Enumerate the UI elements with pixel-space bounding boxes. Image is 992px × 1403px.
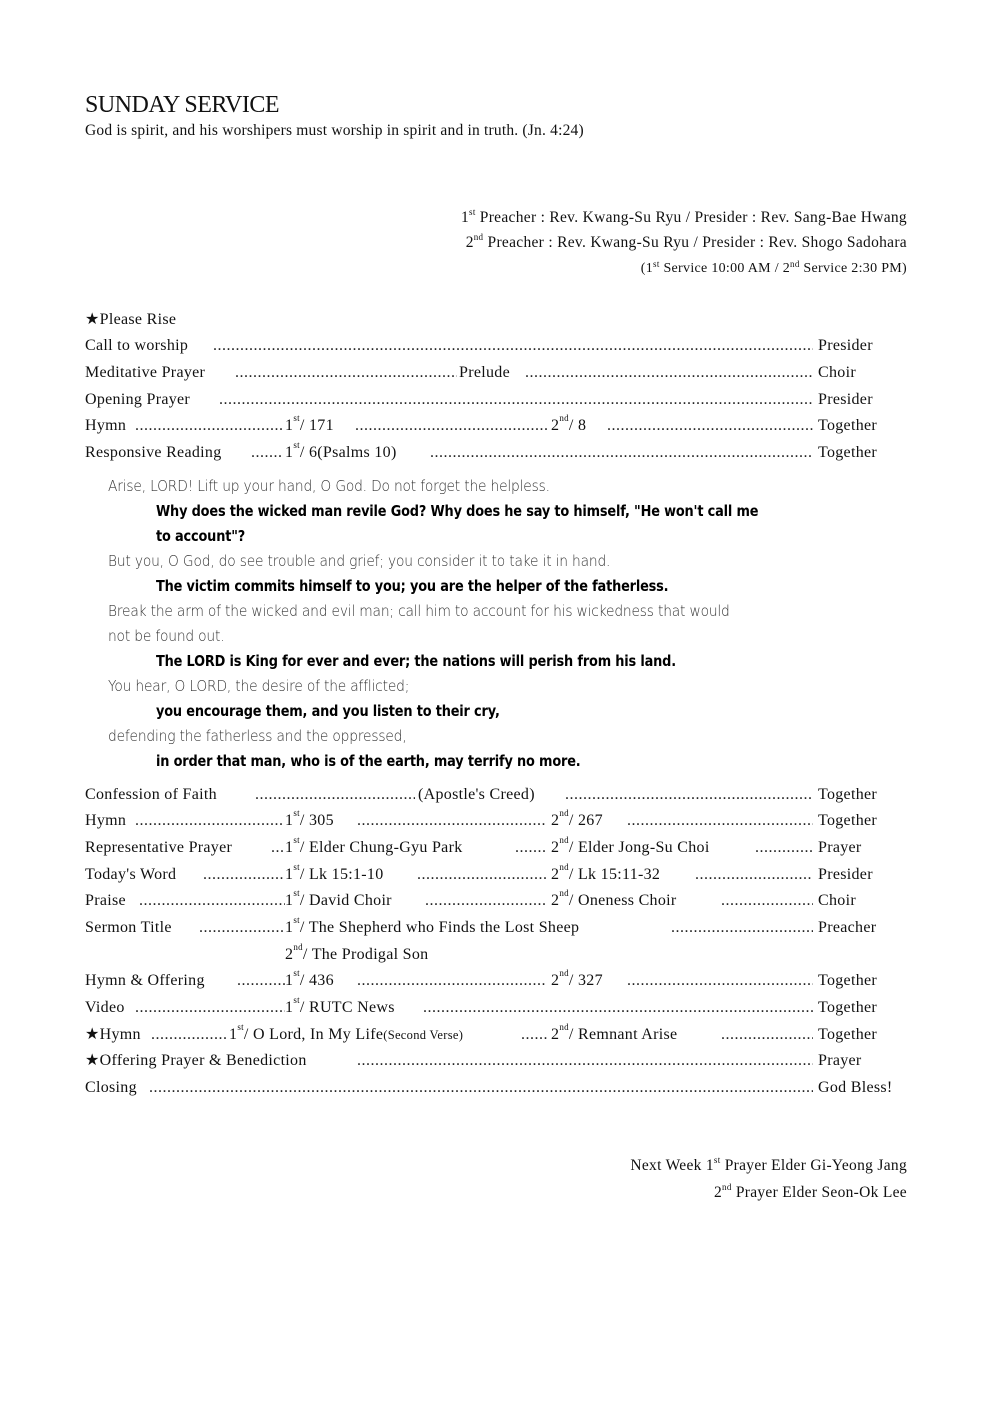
order-item-sermon-title-2 — [85, 944, 905, 966]
order-item-hymn-1 — [85, 415, 905, 437]
item-role: Together — [818, 415, 880, 437]
ordinal: 1 — [285, 866, 294, 883]
first-service-value: The Shepherd who Finds the Lost Sheep — [308, 919, 580, 936]
item-label: Call to worship — [85, 335, 191, 357]
reading-line: The victim commits himself to you; you are the helper of the fatherless. — [156, 577, 669, 595]
service-times — [641, 261, 907, 277]
order-item-closing — [85, 1077, 905, 1099]
item-role: God Bless! — [818, 1077, 896, 1099]
first-service-value: 305 — [308, 812, 334, 829]
slash: / — [243, 1026, 253, 1043]
leader-dots — [695, 864, 813, 886]
leader-dots — [149, 1077, 813, 1099]
reading-line: you encourage them, and you listen to their cry, — [156, 702, 500, 720]
officiant-text: Preacher : Rev. Kwang-Su Ryu / Presider : Rev. Sang-Bae Hwang — [475, 209, 907, 226]
ordinal-suffix: nd — [790, 259, 800, 269]
leader-dots — [271, 837, 285, 859]
ordinal-suffix: st — [293, 835, 300, 845]
ordinal: 2 — [551, 972, 560, 989]
ordinal: 1 — [460, 209, 470, 226]
order-item-praise — [85, 890, 905, 912]
item-label: Opening Prayer — [85, 389, 193, 411]
item-role: Together — [818, 970, 880, 992]
item-label: Today's Word — [85, 864, 179, 886]
ordinal-suffix: st — [293, 808, 300, 818]
leader-dots — [607, 415, 813, 437]
times-text: Service 2:30 PM) — [799, 261, 907, 276]
ordinal-suffix: nd — [559, 413, 569, 423]
item-role: Choir — [818, 362, 859, 384]
first-service-value: Elder Chung-Gyu Park — [308, 839, 463, 856]
item-role: Together — [818, 810, 880, 832]
second-service-value: The Prodigal Son — [311, 946, 429, 963]
ordinal: 2 — [285, 946, 294, 963]
ordinal: 1 — [285, 812, 294, 829]
item-label: Responsive Reading — [85, 442, 225, 464]
leader-dots — [199, 917, 285, 939]
next-week-text: 2 — [713, 1184, 723, 1201]
item-role: Preacher — [818, 917, 879, 939]
slash: / — [299, 812, 309, 829]
reading-line: The LORD is King for ever and ever; the nations will perish from his land. — [156, 652, 676, 670]
slash: / — [568, 1026, 578, 1043]
first-service-value: O Lord, In My Life — [252, 1026, 384, 1043]
ordinal-suffix: nd — [559, 1022, 569, 1032]
leader-dots — [355, 415, 547, 437]
ordinal: 1 — [285, 972, 294, 989]
ordinal-suffix: nd — [559, 808, 569, 818]
times-text: Service 10:00 AM / 2 — [659, 261, 791, 276]
slash: / — [568, 866, 578, 883]
first-service-note: (Second Verse) — [383, 1028, 464, 1042]
ordinal-suffix: st — [653, 259, 660, 269]
ordinal: 2 — [551, 812, 560, 829]
leader-dots — [135, 997, 285, 1019]
ordinal: 2 — [551, 839, 560, 856]
next-week-text: Prayer Elder Seon-Ok Lee — [731, 1184, 907, 1201]
reading-line: Why does the wicked man revile God? Why does he say to himself, "He won't call me — [156, 502, 759, 520]
leader-dots — [565, 784, 813, 806]
leader-dots — [423, 997, 813, 1019]
leader-dots — [671, 917, 813, 939]
ordinal: 1 — [285, 999, 294, 1016]
item-role: Presider — [818, 335, 876, 357]
order-item-call-to-worship — [85, 335, 905, 357]
reading-line: in order that man, who is of the earth, may terrify no more. — [156, 752, 581, 770]
order-item-confession — [85, 784, 905, 806]
ordinal: 1 — [285, 919, 294, 936]
first-service-value: RUTC News — [308, 999, 395, 1016]
ordinal: 2 — [551, 866, 560, 883]
slash: / — [299, 999, 309, 1016]
item-label: Hymn — [85, 810, 129, 832]
ordinal-suffix: st — [237, 1022, 244, 1032]
slash: / — [299, 972, 309, 989]
slash: / — [568, 972, 578, 989]
item-label: Representative Prayer — [85, 837, 235, 859]
ordinal-suffix: st — [293, 888, 300, 898]
slash: / — [299, 417, 309, 434]
first-service-value: 436 — [308, 972, 334, 989]
order-item-opening-prayer — [85, 389, 905, 411]
item-role: Choir — [818, 890, 859, 912]
first-service-value: David Choir — [308, 892, 392, 909]
item-role: Together — [818, 442, 880, 464]
reading-line: Break the arm of the wicked and evil man; call him to account for his wickedness that would — [108, 602, 730, 620]
order-item-sermon-title — [85, 917, 905, 939]
slash: / — [568, 892, 578, 909]
item-role: Together — [818, 997, 880, 1019]
leader-dots — [627, 810, 813, 832]
leader-dots — [521, 1024, 547, 1046]
item-role: Together — [818, 784, 880, 806]
leader-dots — [357, 1050, 813, 1072]
page-title: SUNDAY SERVICE — [85, 92, 279, 118]
ordinal: 2 — [551, 417, 560, 434]
item-label: Praise — [85, 890, 129, 912]
leader-dots — [721, 890, 813, 912]
slash: / — [299, 919, 309, 936]
leader-dots — [357, 970, 547, 992]
ordinal-suffix: st — [469, 207, 476, 217]
item-label: ★Offering Prayer & Benediction — [85, 1050, 310, 1072]
leader-dots — [135, 810, 283, 832]
item-role: Prayer — [818, 837, 865, 859]
ordinal-suffix: st — [293, 995, 300, 1005]
ordinal-suffix: nd — [722, 1182, 732, 1192]
reading-line: to account"? — [156, 527, 246, 545]
next-week-line-2 — [714, 1184, 907, 1202]
slash: / — [302, 946, 312, 963]
leader-dots — [515, 837, 547, 859]
item-label: Hymn & Offering — [85, 970, 208, 992]
item-role: Presider — [818, 864, 876, 886]
slash: / — [568, 417, 578, 434]
item-role: Together — [818, 1024, 880, 1046]
first-service-value: Lk 15:1-10 — [308, 866, 384, 883]
leader-dots — [139, 890, 285, 912]
item-label: Confession of Faith — [85, 784, 220, 806]
leader-dots — [251, 442, 283, 464]
leader-dots — [213, 335, 813, 357]
order-item-representative-prayer — [85, 837, 905, 859]
second-service-value: Elder Jong-Su Choi — [577, 839, 710, 856]
slash: / — [299, 866, 309, 883]
leader-dots — [255, 784, 415, 806]
slash: / — [568, 812, 578, 829]
second-service-value: Lk 15:11-32 — [577, 866, 661, 883]
order-item-hymn-offering — [85, 970, 905, 992]
item-label: Sermon Title — [85, 917, 175, 939]
second-service-value: 327 — [577, 972, 603, 989]
slash: / — [299, 444, 309, 461]
leader-dots — [425, 890, 547, 912]
next-week-line-1 — [630, 1157, 907, 1175]
slash: / — [568, 839, 578, 856]
leader-dots — [525, 362, 813, 384]
order-item-hymn-2 — [85, 810, 905, 832]
ordinal-suffix: nd — [473, 232, 484, 242]
reading-line: You hear, O LORD, the desire of the afflicted; — [108, 677, 410, 695]
ordinal-suffix: st — [293, 862, 300, 872]
leader-dots — [135, 415, 283, 437]
item-role: Presider — [818, 389, 876, 411]
leader-dots — [237, 970, 285, 992]
slash: / — [299, 839, 309, 856]
ordinal: 2 — [465, 234, 474, 251]
item-label: Meditative Prayer — [85, 362, 208, 384]
please-rise-label: ★Please Rise — [85, 309, 179, 331]
reading-line: not be found out. — [108, 627, 225, 645]
order-item-video — [85, 997, 905, 1019]
second-service-value: 267 — [577, 812, 603, 829]
ordinal: 1 — [285, 444, 294, 461]
times-text: (1 — [640, 261, 654, 276]
next-week-text: Next Week 1 — [630, 1157, 714, 1174]
first-service-value: 171 — [308, 417, 334, 434]
order-item-offering-prayer — [85, 1050, 905, 1072]
reading-line: defending the fatherless and the oppressed, — [108, 727, 407, 745]
please-rise — [85, 309, 905, 331]
ordinal: 2 — [551, 1026, 560, 1043]
second-service-value: Remnant Arise — [577, 1026, 678, 1043]
order-item-meditative-prayer — [85, 362, 905, 384]
item-role: Prayer — [818, 1050, 865, 1072]
ordinal-suffix: nd — [559, 835, 569, 845]
item-label: Video — [85, 997, 128, 1019]
item-label: ★Hymn — [85, 1024, 144, 1046]
theme-verse: God is spirit, and his worshipers must worship in spirit and in truth. (Jn. 4:24) — [85, 122, 584, 139]
leader-dots — [357, 810, 547, 832]
ordinal-suffix: st — [293, 413, 300, 423]
ordinal-suffix: nd — [559, 888, 569, 898]
first-service-value: 6(Psalms 10) — [308, 444, 397, 461]
ordinal-suffix: nd — [559, 862, 569, 872]
officiant-line-2 — [466, 234, 907, 252]
leader-dots — [430, 442, 813, 464]
ordinal: 1 — [285, 892, 294, 909]
ordinal-suffix: nd — [293, 942, 303, 952]
leader-dots — [235, 362, 457, 384]
order-item-responsive-reading — [85, 442, 905, 464]
officiant-line-1 — [461, 209, 907, 227]
second-service-value: Oneness Choir — [577, 892, 677, 909]
ordinal-suffix: nd — [559, 968, 569, 978]
slash: / — [299, 892, 309, 909]
ordinal: 2 — [551, 892, 560, 909]
reading-line: Arise, LORD! Lift up your hand, O God. Do not forget the helpless. — [108, 477, 550, 495]
leader-dots — [203, 864, 285, 886]
ordinal-suffix: st — [293, 915, 300, 925]
leader-dots — [219, 389, 813, 411]
leader-dots — [417, 864, 547, 886]
item-label: Hymn — [85, 415, 129, 437]
leader-dots — [755, 837, 813, 859]
ordinal-suffix: st — [293, 440, 300, 450]
order-item-todays-word — [85, 864, 905, 886]
order-item-hymn-3 — [85, 1024, 905, 1046]
item-mid: Prelude — [459, 362, 513, 384]
item-label: Closing — [85, 1077, 140, 1099]
officiant-text: Preacher : Rev. Kwang-Su Ryu / Presider : Rev. Shogo Sadohara — [483, 234, 907, 251]
ordinal-suffix: st — [713, 1155, 721, 1165]
ordinal: 1 — [285, 417, 294, 434]
ordinal: 1 — [229, 1026, 238, 1043]
ordinal: 1 — [285, 839, 294, 856]
reading-line: But you, O God, do see trouble and grief; you consider it to take it in hand. — [108, 552, 611, 570]
next-week-text: Prayer Elder Gi-Yeong Jang — [720, 1157, 907, 1174]
leader-dots — [721, 1024, 813, 1046]
leader-dots — [151, 1024, 227, 1046]
leader-dots — [627, 970, 813, 992]
second-service-value: 8 — [577, 417, 587, 434]
ordinal-suffix: st — [293, 968, 300, 978]
item-mid: (Apostle's Creed) — [418, 784, 538, 806]
